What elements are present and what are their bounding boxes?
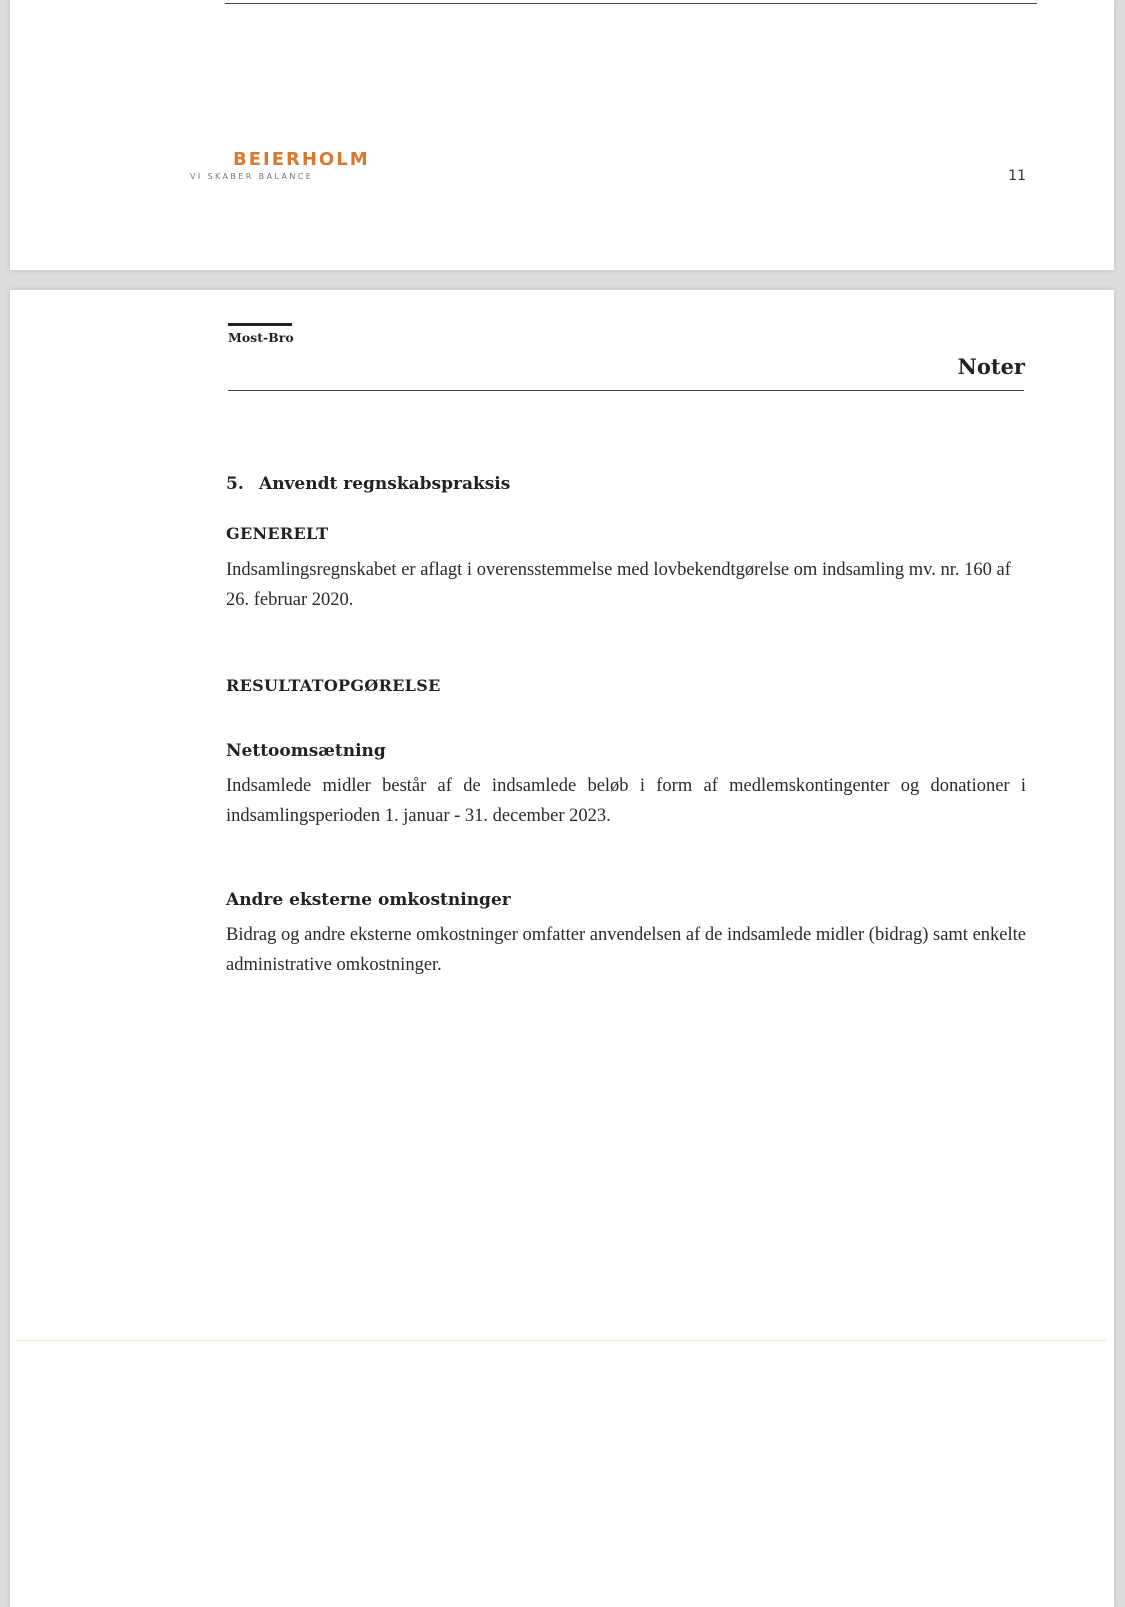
header-rule [228,390,1024,391]
andre-eksterne-text: Bidrag og andre eksterne omkostninger omfatter anvendelsen af de indsamlede midler (bidrag) samt enkelte administrative omkostninger. [226,925,1026,975]
logo-tagline: VI SKABER BALANCE [190,172,314,181]
section-title: Noter [957,354,1025,379]
nettoomsaetning-heading: Nettoomsætning [226,741,386,761]
generelt-text: Indsamlingsregnskabet er aflagt i overensstemmelse med lovbekendtgørelse om indsamling mv. nr. 160 af 26. februar 2020. [226,560,1011,610]
company-name: Most-Bro [228,330,294,345]
top-rule [225,3,1037,4]
logo-wordmark: BEIERHOLM [233,149,370,170]
current-page [10,290,1114,1607]
note-number: 5. [226,474,244,494]
faint-divider [16,1340,1106,1341]
andre-eksterne-heading: Andre eksterne omkostninger [226,890,511,910]
company-bar [228,323,292,326]
previous-page [10,0,1114,270]
generelt-heading: GENERELT [226,524,329,543]
page-number: 11 [1008,168,1026,184]
note-title: Anvendt regnskabspraksis [259,474,511,494]
nettoomsaetning-text: Indsamlede midler består af de indsamlede beløb i form af medlemskontingenter og donationer i indsamlingsperioden 1. januar - 31. december 2023. [226,776,1026,826]
beierholm-logo [190,150,370,183]
resultatopgorelse-heading: RESULTATOPGØRELSE [226,676,441,695]
